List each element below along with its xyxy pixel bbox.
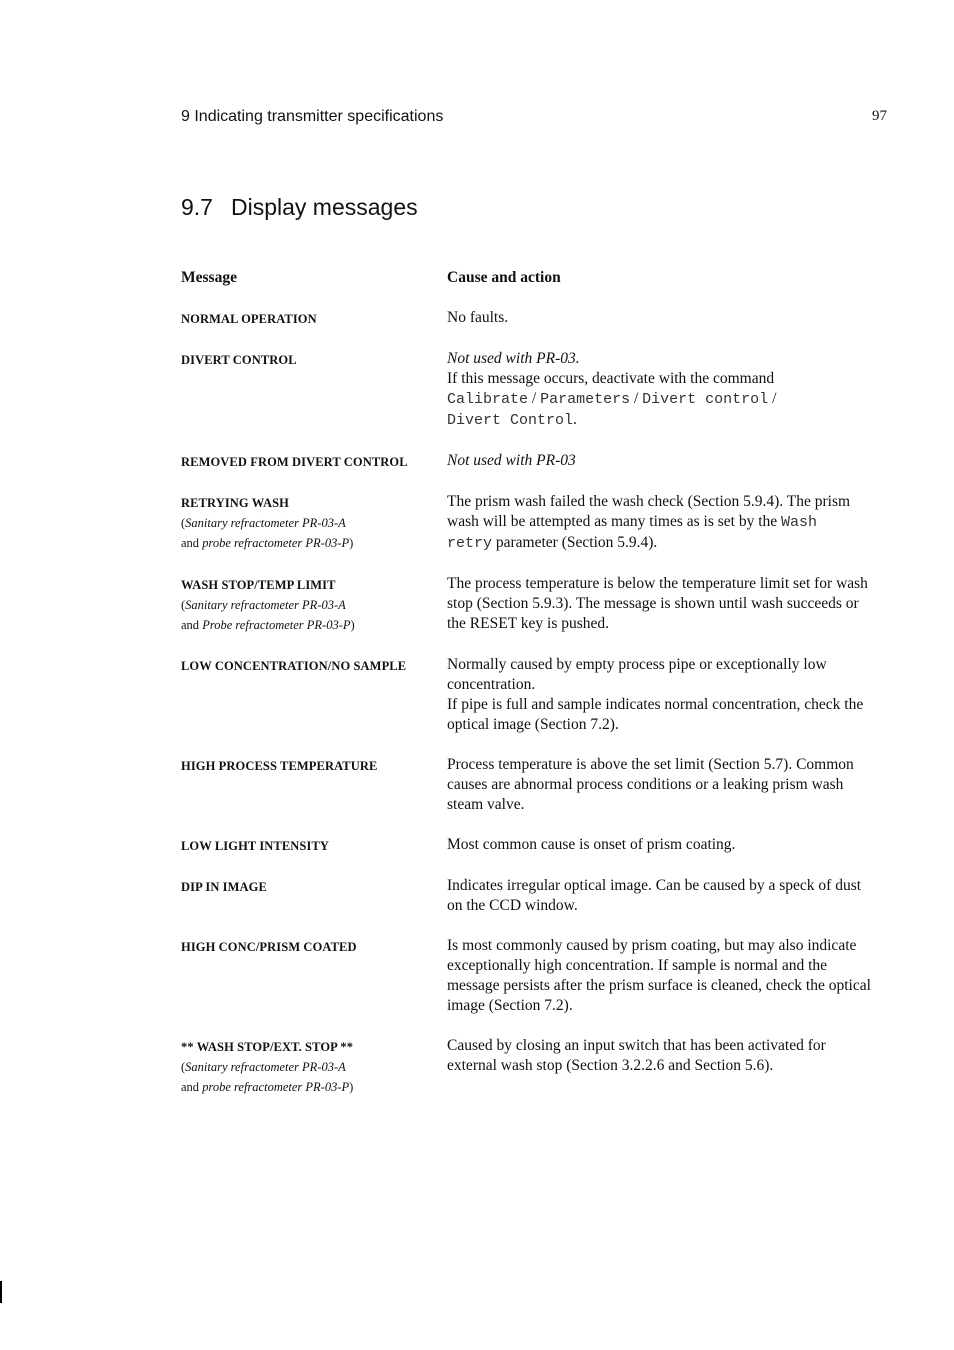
cause-text: Process temperature is above the set limit (Section 5.7). Common causes are abnormal process conditions or a leaking prism wash steam valve. [447, 756, 854, 813]
message-cell [181, 1036, 447, 1097]
command-code: Calibrate [447, 391, 529, 408]
cause-paragraph: Normally caused by empty process pipe or exceptionally low concentration. [447, 656, 827, 693]
command-code: Divert Control [447, 412, 574, 429]
cause-text: The process temperature is below the temperature limit set for wash stop (Section 5.9.3). The message is shown until wash succeeds or the RESET key is pushed. [447, 575, 868, 632]
section-title [181, 194, 418, 221]
message-name: HIGH CONC/PRISM COATED [181, 940, 357, 954]
table-row [181, 574, 871, 635]
message-name: LOW LIGHT INTENSITY [181, 839, 330, 853]
cause-text: Indicates irregular optical image. Can be caused by a speck of dust on the CCD window. [447, 877, 862, 914]
table-row [181, 835, 871, 856]
command-separator: / [630, 390, 643, 407]
applicability-note: and probe refractometer PR-03-P) [181, 1080, 354, 1094]
display-messages-table [181, 268, 871, 1117]
command-separator: / [768, 390, 777, 407]
table-row [181, 655, 871, 735]
cause-italic-note: Not used with PR-03 [447, 452, 576, 469]
message-name: HIGH PROCESS TEMPERATURE [181, 759, 378, 773]
cause-text: The prism wash failed the wash check (Section 5.9.4). The prism wash will be attempted as many times as is set by the Wash retry parameter (Section 5.9.4). [447, 493, 851, 552]
command-separator: / [528, 390, 541, 407]
message-name: NORMAL OPERATION [181, 312, 317, 326]
message-name: REMOVED FROM DIVERT CONTROL [181, 455, 408, 469]
message-name: LOW CONCENTRATION/NO SAMPLE [181, 659, 407, 673]
column-header-message: Message [181, 269, 237, 286]
table-header-row [181, 268, 871, 288]
table-row [181, 308, 871, 329]
table-row [181, 1036, 871, 1097]
cause-text [447, 349, 871, 431]
applicability-note: (Sanitary refractometer PR-03-A [181, 516, 346, 530]
column-header-cause: Cause and action [447, 269, 561, 286]
cause-text: Is most commonly caused by prism coating, but may also indicate exceptionally high concentration. If sample is normal and the message persists after the prism surface is cleaned, check the optical image (Section 7.2). [447, 937, 871, 1014]
message-cell [181, 574, 447, 635]
cause-text: Most common cause is onset of prism coating. [447, 836, 736, 853]
table-row [181, 876, 871, 916]
running-header: 9 Indicating transmitter specifications [181, 108, 444, 125]
cause-text [447, 655, 871, 735]
command-end: . [573, 411, 577, 428]
table-row [181, 755, 871, 815]
margin-bar [0, 1281, 2, 1303]
page-number: 97 [872, 108, 887, 124]
section-number: 9.7 [181, 194, 213, 220]
cause-paragraph: If pipe is full and sample indicates normal concentration, check the optical image (Section 7.2). [447, 696, 864, 733]
table-row [181, 451, 871, 472]
table-row [181, 349, 871, 431]
applicability-note: (Sanitary refractometer PR-03-A [181, 598, 346, 612]
message-name: ** WASH STOP/EXT. STOP ** [181, 1040, 354, 1054]
command-path [447, 389, 871, 431]
command-code: Divert control [642, 391, 769, 408]
cause-text: No faults. [447, 309, 509, 326]
cause-italic-note: Not used with PR-03. [447, 350, 580, 367]
table-row [181, 492, 871, 554]
applicability-note: and Probe refractometer PR-03-P) [181, 618, 355, 632]
command-code: Parameters [540, 391, 631, 408]
applicability-note: (Sanitary refractometer PR-03-A [181, 1060, 346, 1074]
message-name: DIVERT CONTROL [181, 353, 297, 367]
applicability-note: and probe refractometer PR-03-P) [181, 536, 354, 550]
message-name: RETRYING WASH [181, 496, 289, 510]
message-cell [181, 492, 447, 554]
parameter-code: Wash retry [447, 514, 818, 552]
cause-line: If this message occurs, deactivate with the command [447, 370, 775, 387]
message-name: DIP IN IMAGE [181, 880, 267, 894]
table-row [181, 936, 871, 1016]
cause-text: Caused by closing an input switch that has been activated for external wash stop (Section 3.2.2.6 and Section 5.6). [447, 1037, 826, 1074]
section-title-text: Display messages [231, 194, 418, 220]
message-name: WASH STOP/TEMP LIMIT [181, 578, 336, 592]
